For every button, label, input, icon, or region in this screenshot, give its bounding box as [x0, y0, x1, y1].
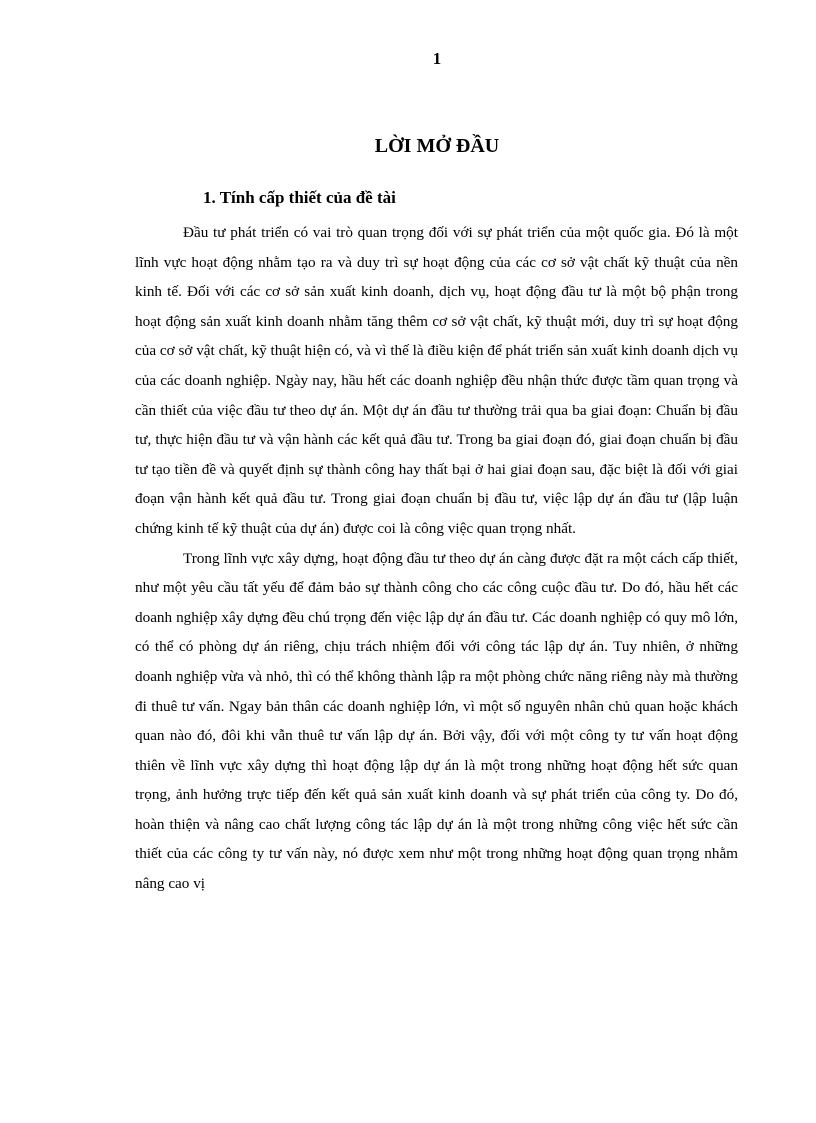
page-number: 1	[432, 49, 442, 68]
section-heading: 1. Tính cấp thiết của đề tài	[203, 188, 396, 207]
paragraph: Đầu tư phát triển có vai trò quan trọng đối với sự phát triển của một quốc gia. Đó là một lĩnh vực hoạt động nhằm tạo ra và duy trì sự hoạt động của các cơ sở vật chất kỹ thuật của nền kinh tế. Đối với các cơ sở sản xuất kinh doanh, dịch vụ, hoạt động đầu tư là một bộ phận trong hoạt động sản xuất kinh doanh nhằm tăng thêm cơ sở vật chất, kỹ thuật mới, duy trì sự hoạt động của cơ sở vật chất, kỹ thuật hiện có, và vì thế là điều kiện để phát triển sản xuất kinh doanh dịch vụ của các doanh nghiệp. Ngày nay, hầu hết các doanh nghiệp đều nhận thức được tầm quan trọng và cần thiết của việc đầu tư theo dự án. Một dự án đầu tư thường trải qua ba giai đoạn: Chuẩn bị đầu tư, thực hiện đầu tư và vận hành các kết quả đầu tư. Trong ba giai đoạn đó, giai đoạn chuẩn bị đầu tư tạo tiền đề và quyết định sự thành công hay thất bại ở hai giai đoạn sau, đặc biệt là đối với giai đoạn vận hành kết quả đầu tư. Trong giai đoạn chuẩn bị đầu tư, việc lập dự án đầu tư (lập luận chứng kinh tế kỹ thuật của dự án) được coi là công việc quan trọng nhất.	[135, 224, 738, 537]
chapter-title: LỜI MỞ ĐẦU	[374, 135, 500, 157]
body-text	[135, 218, 738, 899]
paragraph: Trong lĩnh vực xây dựng, hoạt động đầu tư theo dự án càng được đặt ra một cách cấp thiết, như một yêu cầu tất yếu để đảm bảo sự thành công cho các công cuộc đầu tư. Do đó, hầu hết các doanh nghiệp xây dựng đều chú trọng đến việc lập dự án đầu tư. Các doanh nghiệp có quy mô lớn, có thể có phòng dự án riêng, chịu trách nhiệm đối với công tác lập dự án. Tuy nhiên, ở những doanh nghiệp vừa và nhỏ, thì có thể không thành lập ra một phòng chức năng riêng này mà thường đi thuê tư vấn. Ngay bản thân các doanh nghiệp lớn, vì một số nguyên nhân chủ quan hoặc khách quan nào đó, đôi khi vẫn thuê tư vấn lập dự án. Bởi vậy, đối với một công ty tư vấn hoạt động thiên về lĩnh vực xây dựng thì hoạt động lập dự án là một trong những hoạt động hết sức quan trọng, ảnh hưởng trực tiếp đến kết quả sản xuất kinh doanh và sự phát triển của công ty. Do đó, hoàn thiện và nâng cao chất lượng công tác lập dự án là một trong những công việc hết sức cần thiết của các công ty tư vấn này, nó được xem như một trong những hoạt động quan trọng nhằm nâng cao vị	[135, 549, 738, 893]
